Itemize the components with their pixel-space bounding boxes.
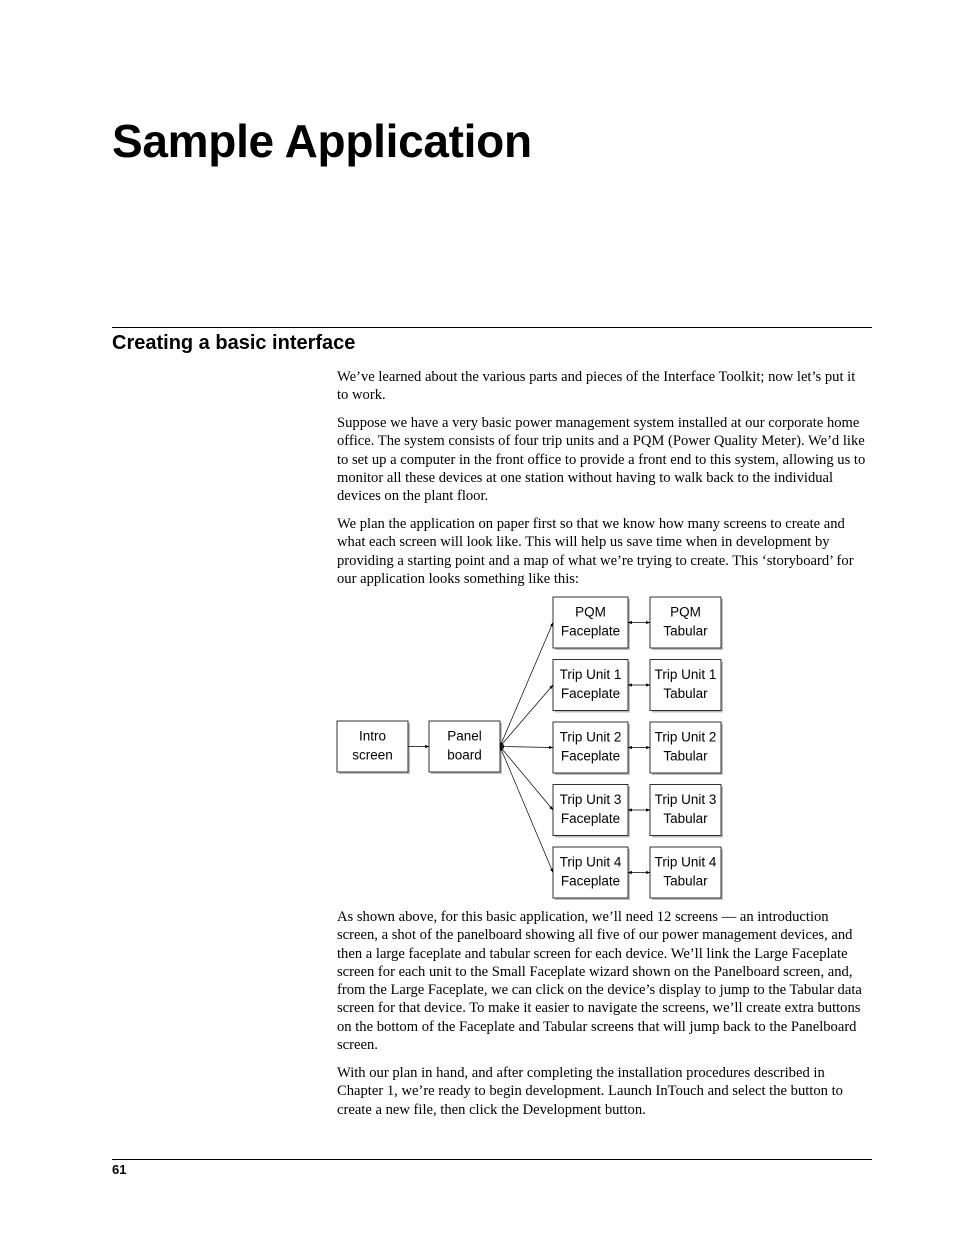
panel-board-box-label-line: Panel bbox=[447, 728, 482, 744]
paragraph-development: With our plan in hand, and after completing the installation procedures described in Chapter 1, we’re ready to begin development. Launch InTouch and select the button to create a new file, then click the Development button. bbox=[337, 1065, 843, 1118]
paragraph-intro: We’ve learned about the various parts and pieces of the Interface Toolkit; now let’s put it to work. bbox=[337, 369, 856, 404]
panel-to-faceplate-arrow-2 bbox=[500, 747, 553, 748]
faceplate-box-4 bbox=[553, 847, 630, 900]
section-title: Creating a basic interface bbox=[112, 332, 356, 354]
tabular-box-3-label-line: Tabular bbox=[663, 811, 708, 826]
tabular-box-1 bbox=[650, 660, 723, 713]
paragraph-screens: As shown above, for this basic application, we’ll need 12 screens — an introduction screen, a shot of the panelboard showing all five of our power management devices, and then a large faceplate and tabular screen for each device. We’ll link the Large Faceplate screen for each unit to the Small Faceplate wizard shown on the Panelboard screen, and, from the Large Faceplate, we can click on the device’s display to jump to the Tabular data screen for that device. To make it easier to navigate the screens, we’ll create extra buttons on the bottom of the Faceplate and Tabular screens that will jump back to the Panelboard screen. bbox=[337, 909, 862, 1054]
page-number: 61 bbox=[112, 1162, 127, 1177]
intro-screen-box bbox=[337, 721, 410, 774]
tabular-box-4-label-line: Tabular bbox=[663, 873, 708, 889]
panel-to-faceplate-arrow-0 bbox=[500, 623, 553, 747]
faceplate-box-2-label-line: Trip Unit 2 bbox=[559, 729, 622, 745]
faceplate-box-1-label-line: Faceplate bbox=[560, 686, 621, 701]
tabular-box-4 bbox=[650, 847, 723, 900]
storyboard-diagram bbox=[336, 594, 728, 900]
tabular-box-0-label-line: Tabular bbox=[663, 623, 708, 639]
faceplate-box-1-label-line: Trip Unit 1 bbox=[559, 667, 622, 682]
intro-screen-box-label-line: screen bbox=[352, 747, 393, 763]
faceplate-box-0 bbox=[553, 597, 630, 650]
tabular-box-0-label-line: PQM bbox=[670, 604, 701, 620]
faceplate-box-3-label-line: Faceplate bbox=[560, 811, 621, 826]
faceplate-box-4-label-line: Trip Unit 4 bbox=[559, 854, 622, 870]
tabular-box-3 bbox=[650, 785, 723, 838]
faceplate-box-0-label-line: Faceplate bbox=[560, 623, 621, 639]
paragraph-system: Suppose we have a very basic power management system installed at our corporate home office. The system consists of four trip units and a PQM (Power Quality Meter). We’d like to set up a computer in the front office to provide a front end to this system, allowing us to monitor all these devices at one station without having to walk back to the individual devices on the plant floor. bbox=[337, 415, 866, 505]
faceplate-box-2 bbox=[553, 722, 630, 775]
tabular-box-2 bbox=[650, 722, 723, 775]
faceplate-box-3-label-line: Trip Unit 3 bbox=[559, 792, 622, 807]
faceplate-box-1 bbox=[553, 660, 630, 713]
panel-to-faceplate-arrow-3 bbox=[500, 747, 553, 811]
tabular-box-2-label-line: Trip Unit 2 bbox=[654, 729, 717, 745]
faceplate-box-0-label-line: PQM bbox=[575, 604, 606, 620]
faceplate-box-3 bbox=[553, 785, 630, 838]
faceplate-box-2-label-line: Faceplate bbox=[560, 748, 621, 764]
footer-divider bbox=[112, 1159, 872, 1160]
tabular-box-2-label-line: Tabular bbox=[663, 748, 708, 764]
panel-to-faceplate-arrow-1 bbox=[500, 685, 553, 747]
panel-to-faceplate-arrow-4 bbox=[500, 747, 553, 873]
chapter-title: Sample Application bbox=[112, 115, 532, 167]
tabular-box-3-label-line: Trip Unit 3 bbox=[654, 792, 717, 807]
tabular-box-4-label-line: Trip Unit 4 bbox=[654, 854, 717, 870]
faceplate-box-4-label-line: Faceplate bbox=[560, 873, 621, 889]
tabular-box-1-label-line: Tabular bbox=[663, 686, 708, 701]
panel-board-box bbox=[429, 721, 502, 774]
panel-board-box-label-line: board bbox=[447, 747, 482, 763]
section-divider bbox=[112, 327, 872, 328]
tabular-box-0 bbox=[650, 597, 723, 650]
paragraph-plan: We plan the application on paper first so that we know how many screens to create and what each screen will look like. This will help us save time when in development by providing a starting point and a map of what we’re trying to create. This ‘storyboard’ for our application looks something like this: bbox=[337, 516, 854, 587]
intro-screen-box-label-line: Intro bbox=[358, 728, 387, 744]
tabular-box-1-label-line: Trip Unit 1 bbox=[654, 667, 717, 682]
